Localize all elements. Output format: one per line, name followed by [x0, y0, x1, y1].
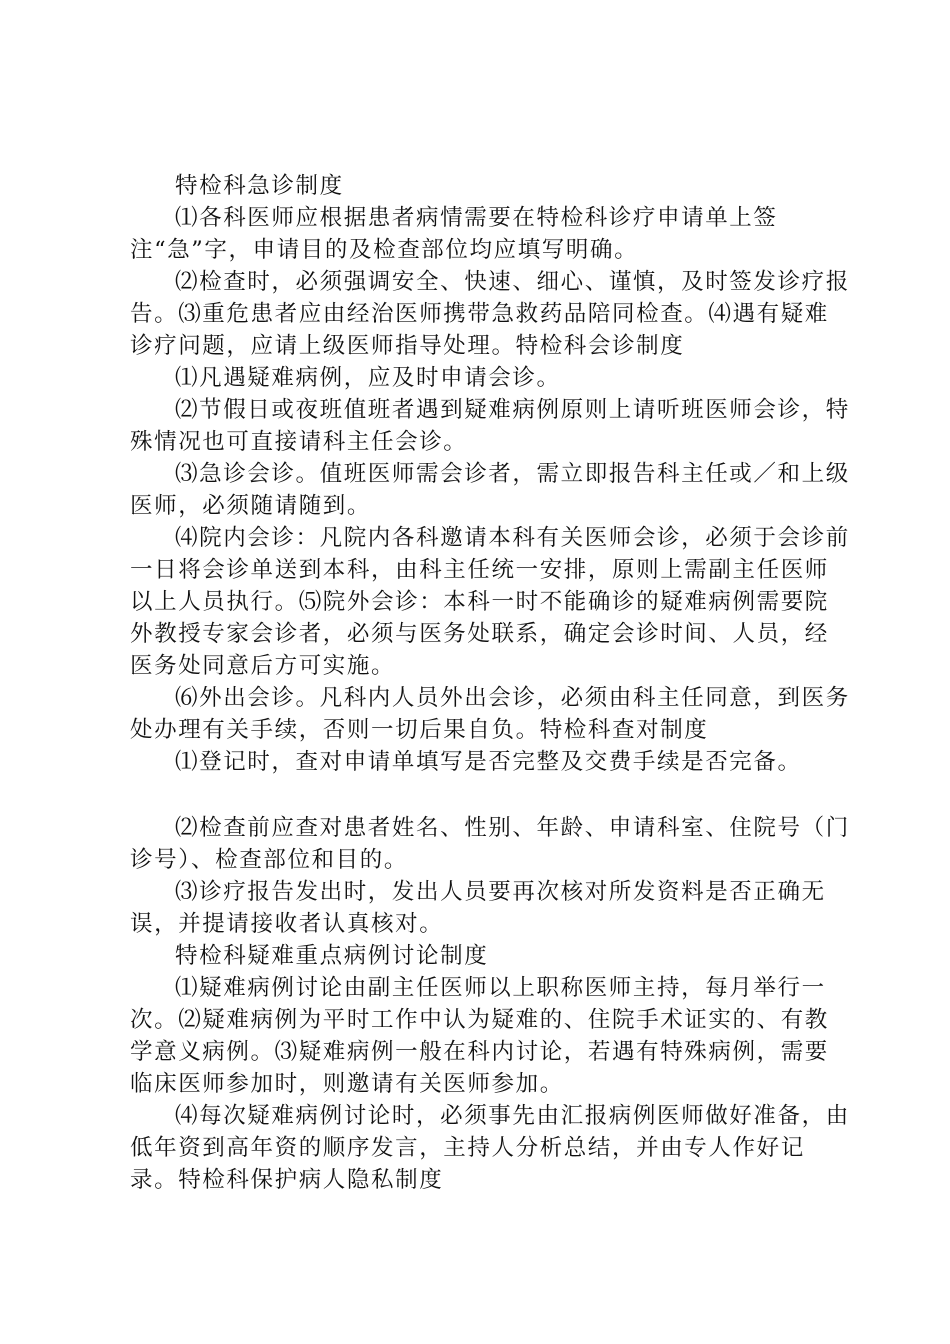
document-body: [130, 170, 850, 1196]
paragraph: ⑴凡遇疑难病例，应及时申请会诊。: [175, 365, 561, 391]
paragraph: ⑴疑难病例讨论由副主任医师以上职称医师主持，每月举行一次。⑵疑难病例为平时工作中认为疑难的、住院手术证实的、有教学意义病例。⑶疑难病例一般在科内讨论，若遇有特殊病例，需要临床医师参加时，则邀请有关医师参加。: [130, 975, 829, 1097]
section-title-emergency: 特检科急诊制度: [175, 173, 344, 199]
paragraph: ⑶诊疗报告发出时，发出人员要再次核对所发资料是否正确无误，并提请接收者认真核对。: [130, 879, 826, 937]
paragraph: ⑴登记时，查对申请单填写是否完整及交费手续是否完备。: [175, 749, 802, 775]
paragraph: ⑵检查前应查对患者姓名、性别、年龄、申请科室、住院号（门诊号）、检查部位和目的。: [130, 815, 850, 873]
paragraph: ⑷每次疑难病例讨论时，必须事先由汇报病例医师做好准备，由低年资到高年资的顺序发言，主持人分析总结，并由专人作好记录。特检科保护病人隐私制度: [130, 1103, 850, 1193]
paragraph: ⑹外出会诊。凡科内人员外出会诊，必须由科主任同意，到医务处办理有关手续，否则一切后果自负。特检科查对制度: [130, 685, 850, 743]
paragraph: ⑷院内会诊：凡院内各科邀请本科有关医师会诊，必须于会诊前一日将会诊单送到本科，由科主任统一安排，原则上需副主任医师以上人员执行。⑸院外会诊：本科一时不能确诊的疑难病例需要院外教授专家会诊者，必须与医务处联系，确定会诊时间、人员，经医务处同意后方可实施。: [130, 525, 850, 679]
paragraph: ⑴各科医师应根据患者病情需要在特检科诊疗申请单上签注“急”字，申请目的及检查部位均应填写明确。: [130, 205, 778, 263]
paragraph: ⑶急诊会诊。值班医师需会诊者，需立即报告科主任或／和上级医师，必须随请随到。: [130, 461, 850, 519]
paragraph: ⑵节假日或夜班值班者遇到疑难病例原则上请听班医师会诊，特殊情况也可直接请科主任会诊。: [130, 397, 850, 455]
paragraph: ⑵检查时，必须强调安全、快速、细心、谨慎，及时签发诊疗报告。⑶重危患者应由经治医师携带急救药品陪同检查。⑷遇有疑难诊疗问题，应请上级医师指导处理。特检科会诊制度: [130, 269, 850, 359]
section-title-difficult-cases: 特检科疑难重点病例讨论制度: [175, 943, 489, 969]
